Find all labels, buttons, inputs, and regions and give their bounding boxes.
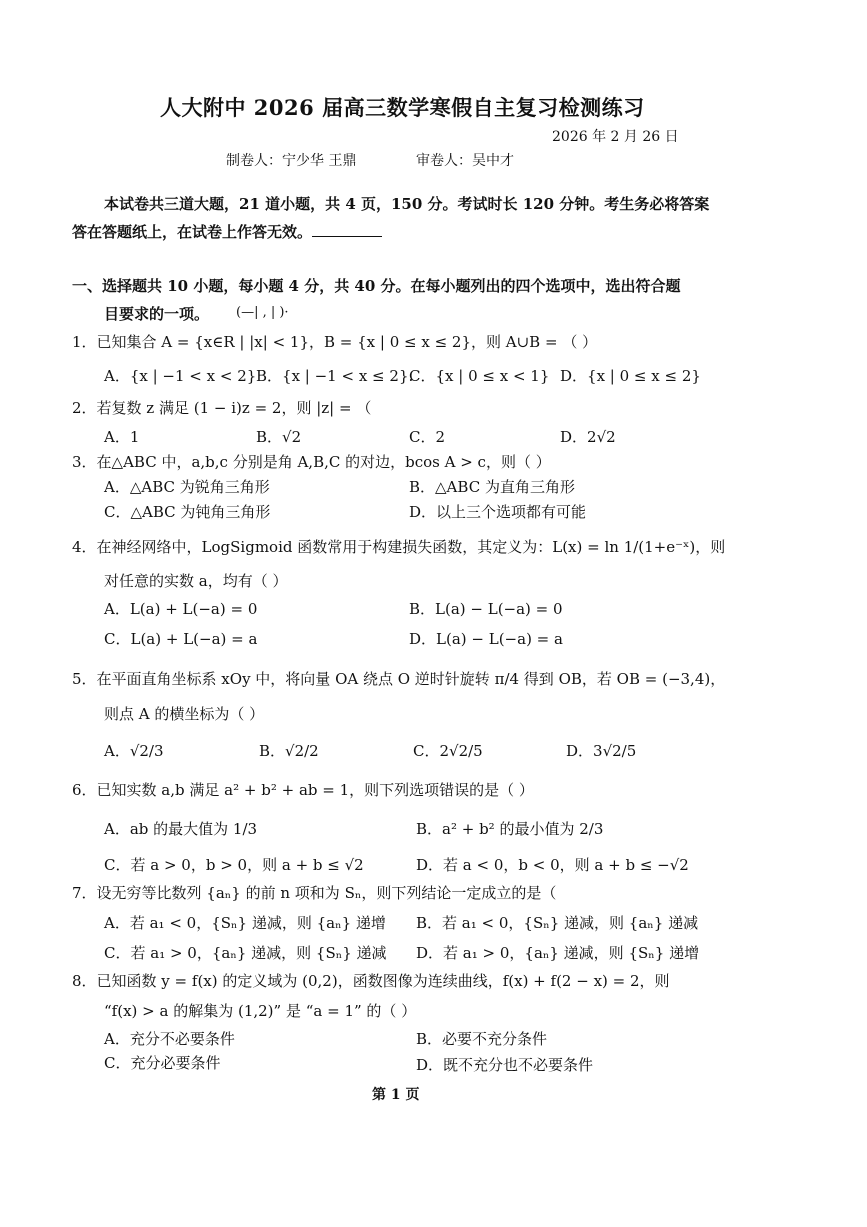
q5-option-c: C．2√2/5: [413, 742, 483, 760]
question-5-stem: 5．在平面直角坐标系 xOy 中，将向量 OA 绕点 O 逆时针旋转 π/4 得到 OB，若 OB = (−3,4)，: [72, 670, 726, 688]
q7-option-c: C．若 a₁ > 0，{aₙ} 递减，则 {Sₙ} 递减: [104, 944, 387, 962]
q2-option-c: C．2: [409, 428, 446, 446]
q6-option-c: C．若 a > 0，b > 0，则 a + b ≤ √2: [104, 856, 364, 874]
q7-option-d: D．若 a₁ > 0，{aₙ} 递减，则 {Sₙ} 递增: [416, 944, 700, 962]
handwritten-note: (—| , | )·: [236, 305, 289, 320]
page-title: 人大附中 2026 届高三数学寒假自主复习检测练习: [160, 95, 645, 120]
question-2-stem: 2．若复数 z 满足 (1 − i)z = 2，则 |z| = （: [72, 399, 372, 417]
intro-line-2: [72, 221, 382, 242]
q3-option-c: C．△ABC 为钝角三角形: [104, 503, 271, 521]
section-1-heading-2: 目要求的一项。: [104, 305, 210, 323]
exam-authors: 制卷人：宁少华 王鼎: [226, 153, 357, 169]
q4-option-a: A．L(a) + L(−a) = 0: [104, 600, 258, 618]
q2-option-b: B．√2: [256, 428, 302, 446]
q8-option-a: A．充分不必要条件: [104, 1030, 235, 1048]
q1-option-c: C．{x | 0 ≤ x < 1}: [409, 367, 550, 385]
q7-option-b: B．若 a₁ < 0，{Sₙ} 递减，则 {aₙ} 递减: [416, 914, 699, 932]
intro-line-1: 本试卷共三道大题，21 道小题，共 4 页，150 分。考试时长 120 分钟。考生务必将答案: [104, 195, 710, 213]
question-4-stem: 4．在神经网络中，LogSigmoid 函数常用于构建损失函数，其定义为：L(x) = ln 1/(1+e⁻ˣ)，则: [72, 538, 726, 556]
question-7-stem: 7．设无穷等比数列 {aₙ} 的前 n 项和为 Sₙ，则下列结论一定成立的是（: [72, 884, 557, 902]
q5-option-a: A．√2/3: [104, 742, 164, 760]
q2-option-a: A．1: [104, 428, 140, 446]
q8-option-c: C．充分必要条件: [104, 1054, 221, 1072]
q3-option-b: B．△ABC 为直角三角形: [409, 478, 575, 496]
q1-option-d: D．{x | 0 ≤ x ≤ 2}: [560, 367, 701, 385]
q3-option-a: A．△ABC 为锐角三角形: [104, 478, 270, 496]
q2-option-d: D．2√2: [560, 428, 616, 446]
q4-option-c: C．L(a) + L(−a) = a: [104, 630, 258, 648]
exam-date: 2026 年 2 月 26 日: [552, 129, 679, 145]
question-8-stem: 8．已知函数 y = f(x) 的定义域为 (0,2)，函数图像为连续曲线，f(x) + f(2 − x) = 2，则: [72, 972, 670, 990]
question-1-stem: 1．已知集合 A = {x∈R | |x| < 1}，B = {x | 0 ≤ x ≤ 2}，则 A∪B = （ ）: [72, 333, 598, 351]
underline-blank: [312, 226, 382, 237]
q1-option-b: B．{x | −1 < x ≤ 2}.: [256, 367, 414, 385]
exam-reviewer: 审卷人：吴中才: [416, 153, 514, 169]
q3-option-d: D．以上三个选项都有可能: [409, 503, 587, 521]
q8-option-d: D．既不充分也不必要条件: [416, 1056, 594, 1074]
question-5-stem-2: 则点 A 的横坐标为（ ）: [104, 705, 265, 723]
q4-option-d: D．L(a) − L(−a) = a: [409, 630, 563, 648]
q6-option-b: B．a² + b² 的最小值为 2/3: [416, 820, 604, 838]
q5-option-b: B．√2/2: [259, 742, 319, 760]
q8-option-b: B．必要不充分条件: [416, 1030, 548, 1048]
q7-option-a: A．若 a₁ < 0，{Sₙ} 递减，则 {aₙ} 递增: [104, 914, 386, 932]
page-number: 第 1 页: [372, 1087, 420, 1103]
q6-option-a: A．ab 的最大值为 1/3: [104, 820, 258, 838]
intro-line-2-text: 答在答题纸上，在试卷上作答无效。: [72, 223, 313, 241]
question-3-stem: 3．在△ABC 中，a,b,c 分别是角 A,B,C 的对边，bcos A > c，则（ ）: [72, 453, 551, 471]
section-1-heading: 一、选择题共 10 小题，每小题 4 分，共 40 分。在每小题列出的四个选项中，选出符合题: [72, 277, 681, 295]
q5-option-d: D．3√2/5: [566, 742, 637, 760]
question-4-stem-2: 对任意的实数 a，均有（ ）: [104, 572, 288, 590]
q1-option-a: A．{x | −1 < x < 2}: [104, 367, 257, 385]
question-8-stem-2: “f(x) > a 的解集为 (1,2)” 是 “a = 1” 的（ ）: [104, 1002, 417, 1020]
q6-option-d: D．若 a < 0，b < 0，则 a + b ≤ −√2: [416, 856, 689, 874]
q4-option-b: B．L(a) − L(−a) = 0: [409, 600, 563, 618]
question-6-stem: 6．已知实数 a,b 满足 a² + b² + ab = 1，则下列选项错误的是（ ）: [72, 781, 534, 799]
